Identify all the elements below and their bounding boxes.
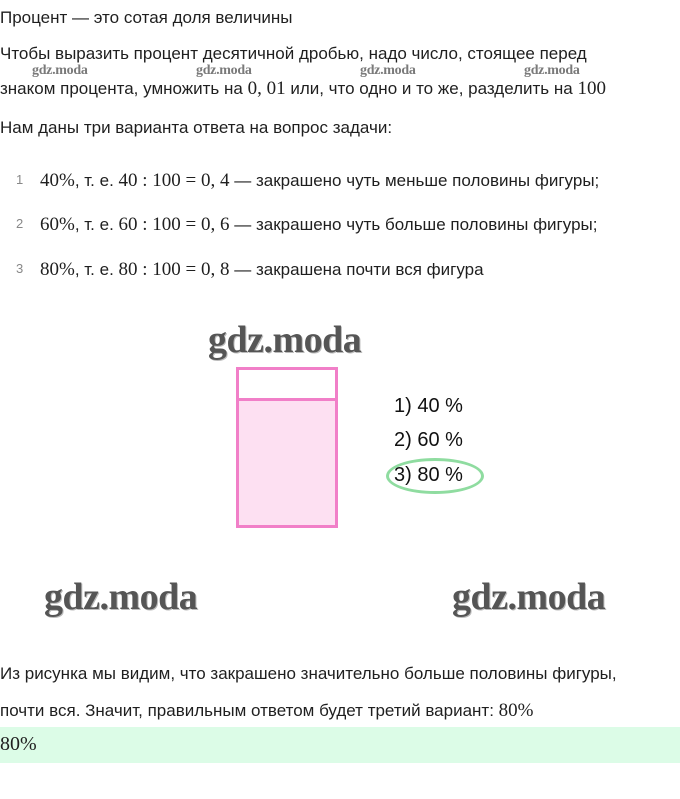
text: — закрашено чуть больше половины фигуры; <box>229 215 598 234</box>
figure-shaded-area <box>239 398 335 525</box>
answer-value: 80% <box>0 733 37 755</box>
watermark: gdz.moda <box>360 63 416 78</box>
text: знаком процента, умножить на <box>0 79 248 98</box>
watermark: gdz.moda <box>32 63 88 78</box>
math: 60 : 100 = 0, 6 <box>118 214 230 235</box>
paragraph-line: Чтобы выразить процент десятичной дробью, надо число, стоящее перед <box>0 44 587 63</box>
paragraph-line: Нам даны три варианта ответа на вопрос задачи: <box>0 118 393 137</box>
option-label: 3) 80 % <box>394 464 463 486</box>
paragraph-line <box>0 78 606 100</box>
list-body <box>40 170 599 192</box>
list-body <box>40 214 597 236</box>
text: — закрашена почти вся фигура <box>229 260 484 279</box>
heading: Процент — это сотая доля величины <box>0 8 293 27</box>
text: или, что одно и то же, разделить на <box>285 79 578 98</box>
watermark: gdz.moda <box>524 63 580 78</box>
watermark: gdz.moda <box>452 576 606 618</box>
math: 0, 01 <box>247 78 286 99</box>
text: — закрашено чуть меньше половины фигуры; <box>229 171 600 190</box>
text: , т. е. <box>74 260 119 279</box>
math: 60% <box>40 214 75 235</box>
figure-rectangle <box>236 367 338 528</box>
list-number: 2 <box>16 216 24 231</box>
answer-box <box>0 727 680 763</box>
answer-circle <box>386 458 484 494</box>
math: 80% <box>40 259 75 280</box>
option-label: 1) 40 % <box>394 395 463 417</box>
conclusion-line: Из рисунка мы видим, что закрашено значительно больше половины фигуры, <box>0 664 617 683</box>
watermark: gdz.moda <box>208 319 362 361</box>
text: , т. е. <box>74 215 119 234</box>
watermark: gdz.moda <box>44 576 198 618</box>
option-label: 2) 60 % <box>394 429 463 451</box>
list-body <box>40 259 484 281</box>
list-number: 1 <box>16 172 24 187</box>
text: , т. е. <box>74 171 119 190</box>
watermark: gdz.moda <box>196 63 252 78</box>
math: 40 : 100 = 0, 4 <box>118 170 230 191</box>
math: 100 <box>577 78 606 99</box>
text: почти вся. Значит, правильным ответом будет третий вариант: <box>0 701 499 720</box>
math: 80 : 100 = 0, 8 <box>118 259 230 280</box>
conclusion-line <box>0 700 533 722</box>
math: 80% <box>498 700 534 721</box>
math: 40% <box>40 170 75 191</box>
list-number: 3 <box>16 261 24 276</box>
